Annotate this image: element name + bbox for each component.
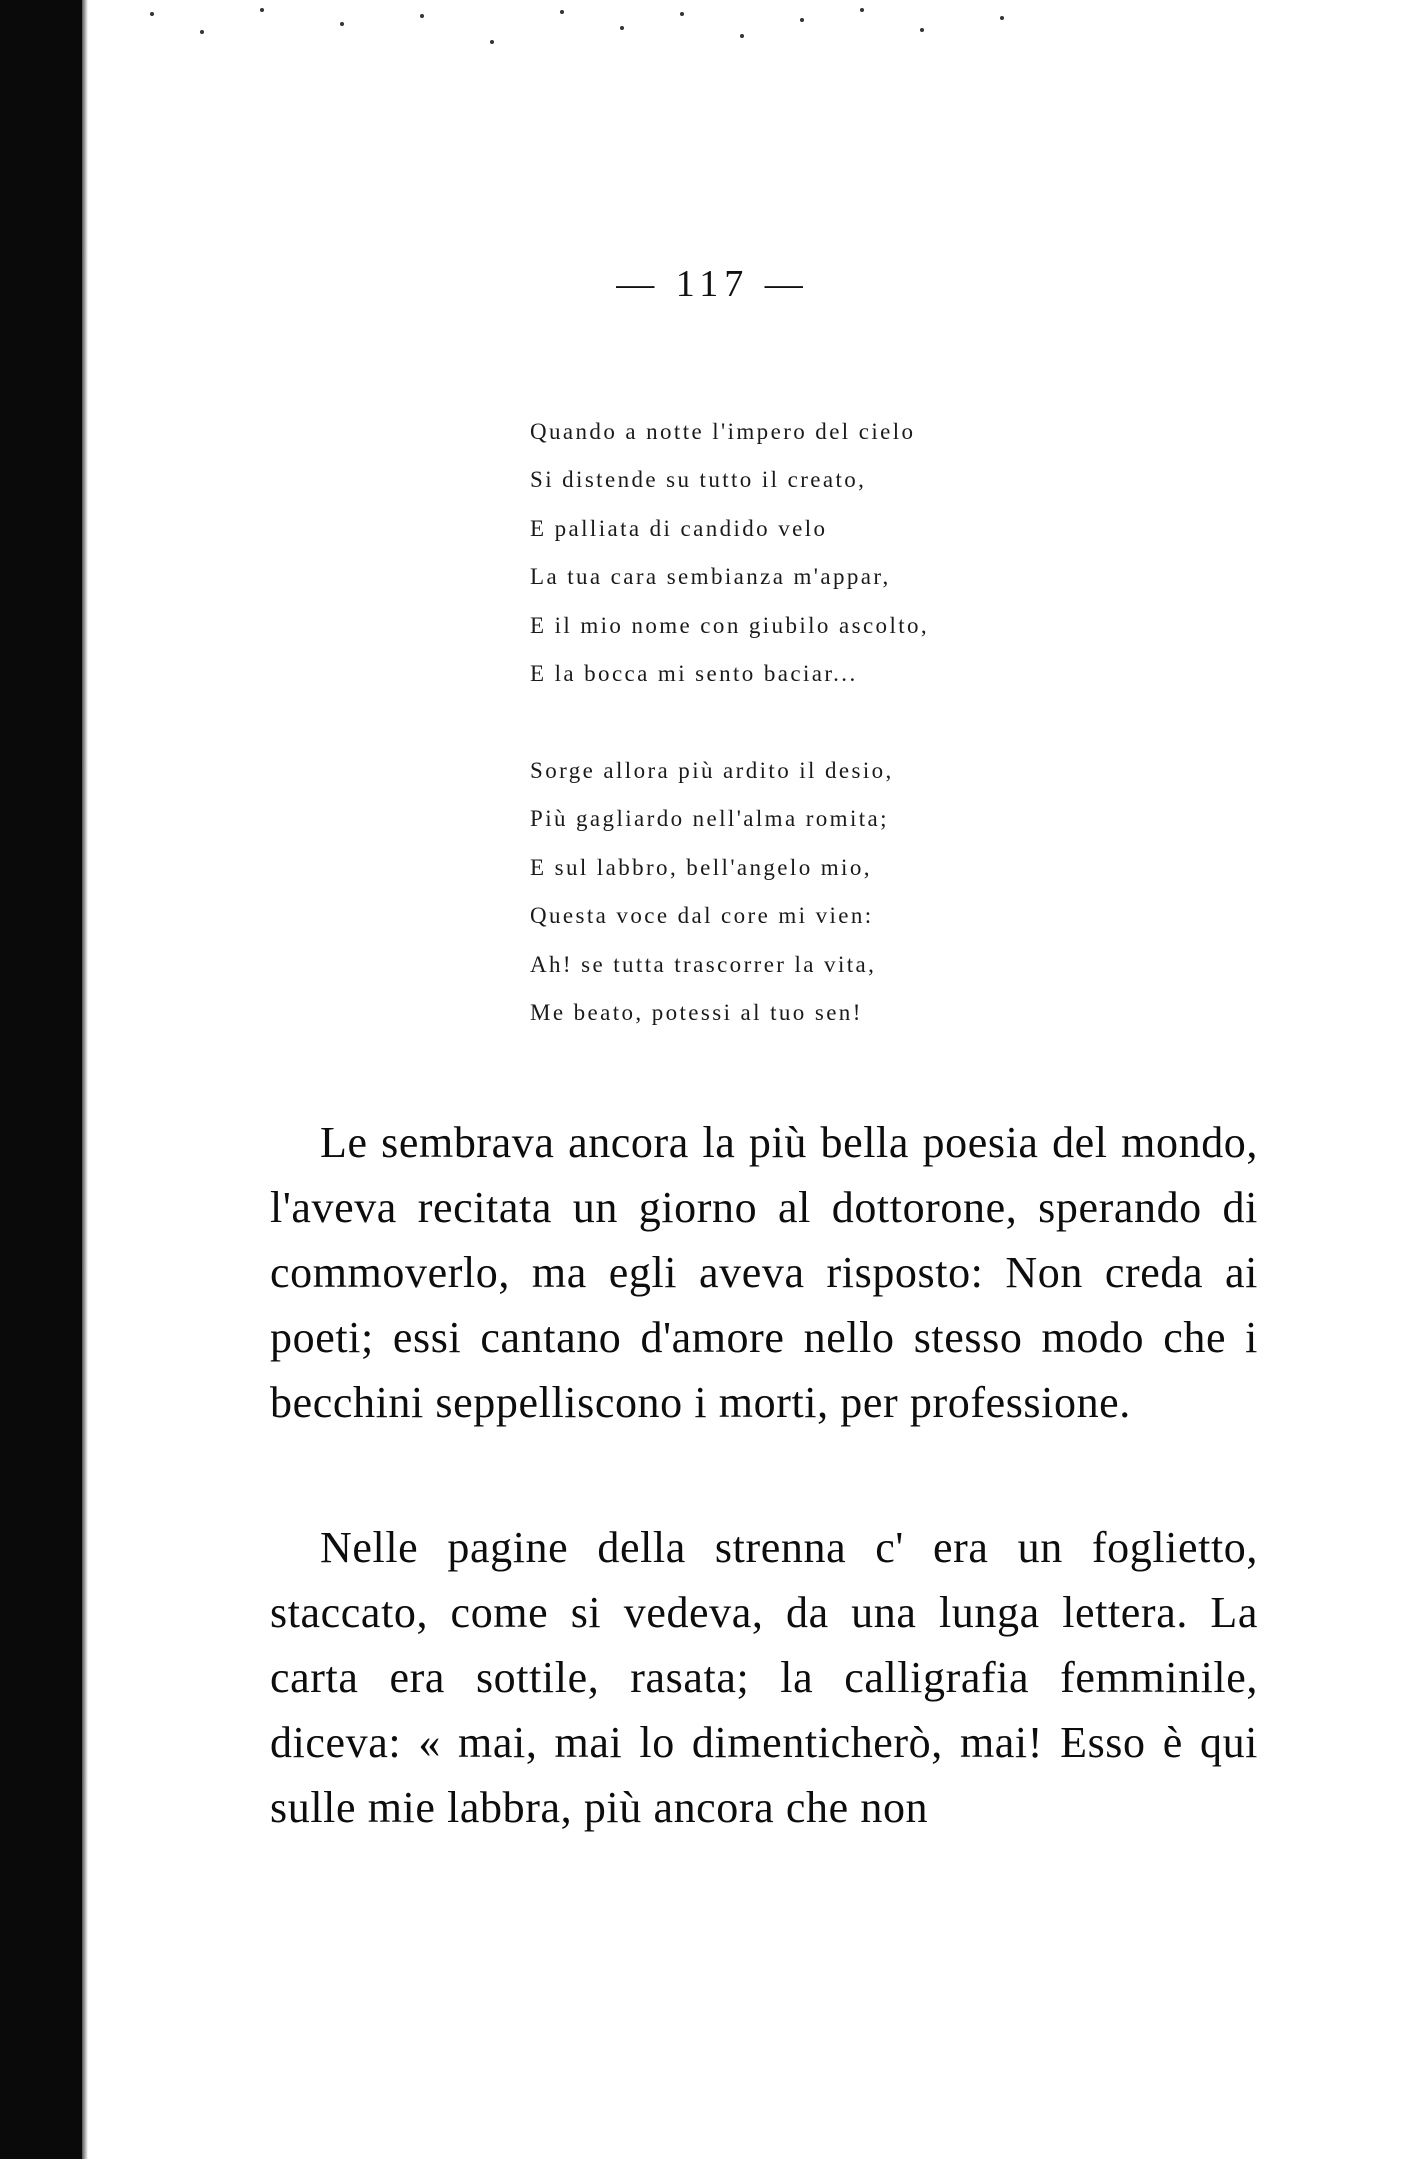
prose-paragraph: Le sembrava ancora la più bella poesia del mondo, l'aveva recitata un giorno al dottorone, sperando di commoverlo, ma egli aveva risposto: Non creda ai poeti; essi cantano d'amore nello stesso modo che i becchini seppelliscono i morti, per professione. [270,1118,1258,1427]
scan-binding-edge [0,0,82,2159]
poem-line: Si distende su tutto il creato, [530,467,867,493]
poem-line: E il mio nome con giubilo ascolto, [530,612,930,638]
poem-line: La tua cara sembianza m'appar, [530,564,891,590]
poem-line: Ah! se tutta trascorrer la vita, [530,951,877,977]
page-number: — 117 — [616,263,809,305]
poem-line: E la bocca mi sento baciar... [530,660,858,686]
poem-line: Sorge allora più ardito il desio, [530,758,894,783]
poem-line: Più gagliardo nell'alma romita; [530,806,889,832]
prose-paragraph: Nelle pagine della strenna c' era un foglietto, staccato, come si vedeva, da una lunga lettera. La carta era sottile, rasata; la calligrafia femminile, diceva: « mai, mai lo dimenticherò, mai! Esso è qui sulle mie labbra, più ancora che non [270,1523,1258,1832]
scan-binding-shadow [82,0,88,2159]
poem-line: Quando a notte l'impero del cielo [530,419,916,444]
poem-line: Questa voce dal core mi vien: [530,903,874,929]
poem-stanza-2 [530,747,894,1037]
poem-line: E palliata di candido velo [530,515,828,541]
scan-noise [140,0,1040,70]
poem-line: Me beato, potessi al tuo sen! [530,999,863,1025]
poem-line: E sul labbro, bell'angelo mio, [530,854,872,880]
poem-stanza-1 [530,408,929,698]
